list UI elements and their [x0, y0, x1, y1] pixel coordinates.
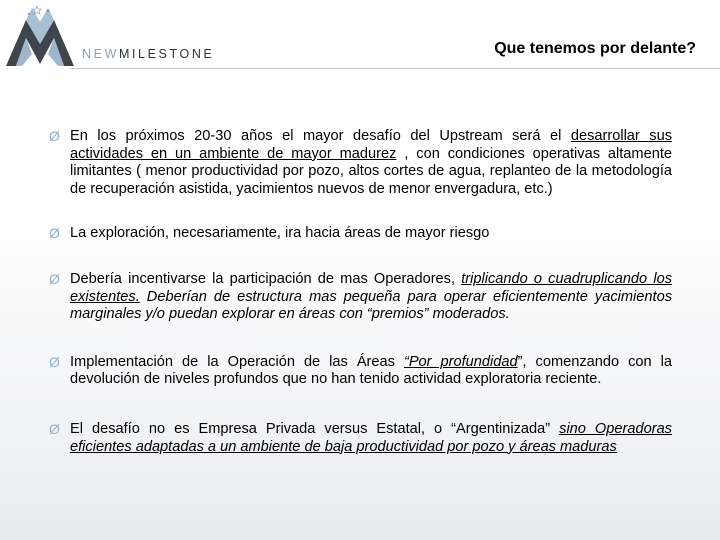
- bullet-arrow-icon: Ø: [49, 128, 60, 144]
- header-divider: [70, 68, 720, 69]
- bullet-underlined-text: sino Operadoras eficientes adaptadas a un ambiente de baja productividad por pozo y áreas maduras: [70, 420, 672, 455]
- brand-milestone: MILESTONE: [118, 47, 215, 61]
- header: [0, 0, 720, 80]
- bullet-text: La exploración, necesariamente, ira hacia áreas de mayor riesgo: [70, 225, 490, 242]
- bullet-item: [50, 128, 672, 198]
- bullet-underlined-text: “Por profundidad: [403, 353, 518, 370]
- bullet-text: El desafío no es Empresa Privada versus Estatal, o “Argentinizada”: [70, 420, 560, 437]
- bullet-list: [50, 128, 672, 456]
- brand-new: NEW: [82, 47, 119, 61]
- brand-wordmark: [82, 47, 214, 61]
- new-milestone-logo: [2, 2, 80, 72]
- bullet-text: En los próximos 20-30 años el mayor desafío del Upstream será el: [70, 128, 571, 144]
- bullet-underlined-text: triplicando o cuadruplicando los existentes.: [70, 270, 672, 305]
- bullet-text: Implementación de la Operación de las Áreas: [70, 353, 404, 370]
- bullet-text: ”, comenzando con la devolución de niveles profundos que no han tenido actividad exploratoria reciente.: [70, 353, 672, 388]
- bullet-item: [50, 225, 672, 243]
- bullet-underlined-text: desarrollar sus actividades en un ambiente de mayor madurez: [70, 128, 672, 162]
- bullet-arrow-icon: Ø: [49, 270, 60, 287]
- bullet-item: [50, 354, 672, 389]
- bullet-arrow-icon: Ø: [49, 420, 60, 437]
- bullet-arrow-icon: Ø: [49, 225, 60, 242]
- slide-title: Que tenemos por delante?: [494, 40, 696, 57]
- bullet-text: , con condiciones operativas altamente limitantes ( menor productividad por pozo, altos cortes de agua, replanteo de la metodología de recuperación asistida, yacimientos nuevos de menor envergadura, etc.): [70, 145, 672, 197]
- bullet-italic-text: Deberían de estructura mas pequeña para operar eficientemente yacimientos marginales y/o puedan explorar en áreas con “premios” moderados.: [70, 288, 672, 323]
- bullet-item: [50, 271, 672, 324]
- bullet-arrow-icon: Ø: [49, 353, 60, 370]
- bullet-text: Debería incentivarse la participación de mas Operadores,: [70, 270, 462, 287]
- bullet-item: [50, 421, 672, 456]
